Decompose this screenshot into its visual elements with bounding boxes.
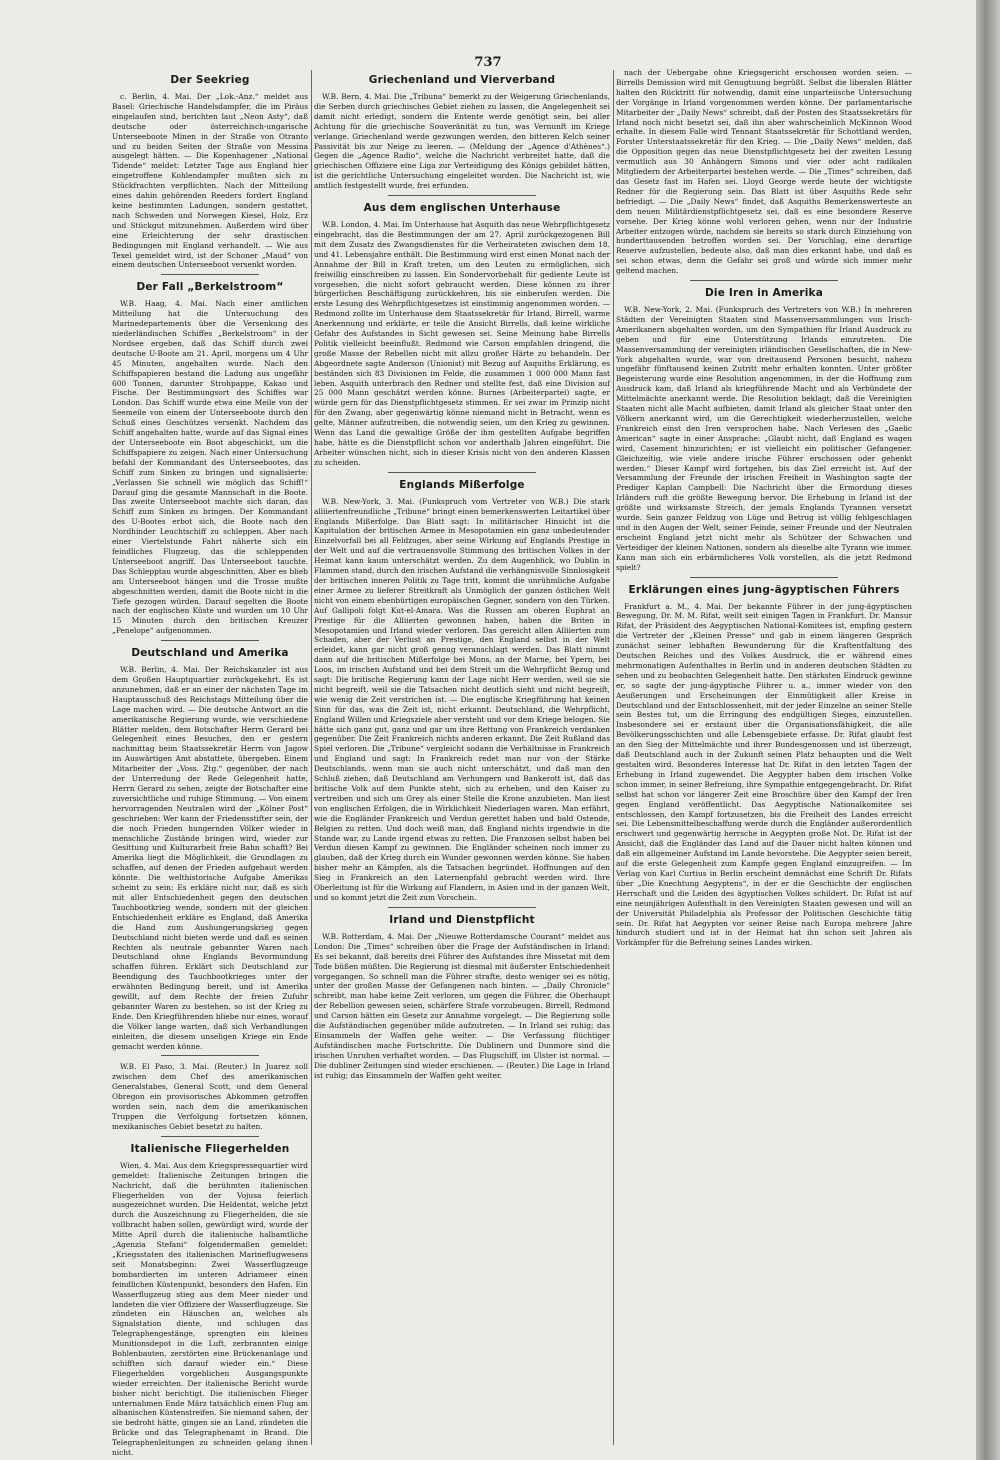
article-divider	[161, 640, 259, 641]
article-divider	[161, 1055, 259, 1056]
article-paragraph: c. Berlin, 4. Mai. Der „Lok.-Anz.“ meldet aus Basel: Griechische Handelsdampfer, die im Piräus eingelaufen sind, berichten laut „Neon Asty“, daß deutsche oder österreichisch-ungarische Unterseeboote Minen in der Straße von Otranto und zu beiden Seiten der Straße von Messina ausgelegt hätten. — Die Kopenhagener „National Tidende“ meldet: Letzter Tage aus England hier eingetroffene Kohlendampfer mußten sich zu Stückfrachten verpflichten. Nach der Mitteilung eines dahin gehörenden Reeders fordert England keine bestimmten Ladungen, sondern gestattet, nach Schweden und Norwegen Kiesel, Holz, Erz und Stückgut mitzunehmen. Außerdem wird über eine Erleichterung der sehr drastischen Bedingungen mit England verhandelt. — Wie aus Texel gemeldet wird, ist der Schoner „Maud“ von einem deutschen Unterseeboot versenkt worden.	[112, 92, 308, 270]
article-headline: Deutschland und Amerika	[131, 647, 289, 660]
article-paragraph: W.B. New-York, 2. Mai. (Funkspruch des Vertreters von W.B.) In mehreren Städten der Vereinigten Staaten sind Massenversammlungen von Irisch-Amerikanern abgehalten worden, um den Sympathien für Irland Ausdruck zu geben und für eine Unterstützung Irlands einzutreten. Die Massenversammlung der vereinigten irländischen Gesellschaften, die in New-York abgehalten wurde, war von dreitausend Personen besucht, nahezu ungefähr fünftausend keinen Zutritt mehr erhalten konnten. Unter größter Begeisterung wurde eine Resolution angenommen, in der die Hoffnung zum Ausdruck kam, daß Irland als kriegführende Macht und als Verbündete der Mittelmächte anerkannt werde. Die Resolution beklagt, daß die Vereinigten Staaten nicht alle Macht aufbieten, damit Irland als gleicher Staat unter den Völkern anerkannt wird, um die Gerechtigkeit wiederherzustellen, welche Frankreich einst den Iren versprochen habe. Nach Verlesen des „Gaelic American“ sagte in einer Ansprache: „Glaubt nicht, daß England es wagen wird, Casement hinzurichten; er ist vielleicht ein politischer Gefangener. Gleichzeitig, wie viele andere irische Führer erschossen oder gehenkt werden.“ Dieser Kampf wird fortgehen, bis das Ziel erreicht ist. Auf der Versammlung der Freunde der irischen Freiheit in Washington sagte der Prediger Kaplan Campbell: Die Nachricht über die Ermordung dieses Irländers ruft die größte Bewegung hervor. Die Erhebung in Irland ist der größte und wirksamste Streich, der jemals Englands Tyrannen versetzt wurde. Sein ganzer Feldzug von Lüge und Betrug ist völlig fehlgeschlagen und in den Augen der Welt, seiner Feinde, seiner Freunde und der Neutralen erscheint England jetzt nicht mehr als Schützer der Schwachen und Verteidiger der kleinen Nationen, sondern als dieselbe alte Tyrann wie immer. Kann man sich ein erbärmlicheres Volk vorstellen, als die jetzt Redmond spielt?	[616, 305, 912, 572]
article-divider	[388, 907, 536, 908]
column-1	[112, 68, 308, 1458]
article-headline: Griechenland und Vierverband	[368, 74, 556, 86]
article-divider	[388, 195, 536, 196]
article-divider	[161, 274, 259, 275]
column-rule	[311, 70, 312, 1445]
column-rule	[613, 70, 614, 1445]
article	[314, 907, 610, 1081]
column-2	[314, 68, 610, 1448]
article	[314, 74, 610, 191]
article-paragraph: Wien, 4. Mai. Aus dem Kriegspressequartier wird gemeldet: Italienische Zeitungen bringen die Nachricht, daß die berühmten italienischen Fliegerhelden von der Vojusa feierlich ausgezeichnet wurden. Die Heldentat, welche jetzt durch die Auszeichnung zu Fliegerhelden, die sie vollbracht haben sollen, gewürdigt wird, wurde der Mitte April durch die italienische halbamtliche „Agenzia Stefani“ folgendermaßen gemeldet: „Kriegsstaten des italienischen Marineflugwesens seit Monatsbeginn: Zwei Wasserflugzeuge bombardierten im unteren Adriameer einen feindlichen Küstenpunkt, besonders den Hafen. Ein Wasserflugzeug stieg aus dem Meer nieder und landeten die vier Offiziere der Wasserflugzeuge. Sie zündeten ein Häuschen an, welches als Signalstation diente, und schlugen das Telegraphengestänge, sprengten ein kleines Munitionsdepot in die Luft, zerbrannten einige Bohlenbauten, zerstörten eine Brückenanlage und schifften sich darauf wieder ein.“ Diese Fliegerhelden vorgeblichen Ausgangspunkte wieder erreichten. Der italienische Bericht wurde bisher nicht berichtigt. Die italienischen Flieger unternahmen Ende März tatsächlich einen Flug am albanischen Küstenstreifen. Sie niemand sahen, der sie bedroht hätte, gingen sie an Land, zündeten die Brücke und das Telegraphenamt in Brand. Die Telegraphenleitungen zu schneiden gelang ihnen nicht.	[112, 1160, 308, 1458]
column-3	[616, 68, 912, 1448]
article-headline: Die Iren in Amerika	[705, 287, 823, 300]
article-headline: Italienische Fliegerhelden	[130, 1142, 290, 1155]
article-paragraph: W.B. Rotterdam, 4. Mai. Der „Nieuwe Rotterdamsche Courant“ meldet aus London: Die „Times“ schreiben über die Frage der Aufständischen in Irland: Es sei bekannt, daß bereits drei Führer des Aufstandes ihre Missetat mit dem Tode büßen müßten. Die Regierung ist diesmal mit äußerster Entschiedenheit vorgegangen. So schnell man die Führer strafte, desto weniger sei es nötig, unter der großen Masse der Gefangenen nach hinten. — „Daily Chronicle“ schreibt, man habe keine Zeit verloren, um gegen die Führer, die Oberhaupt der Rebellion gewesen seien, schärfere Strafe vorzubeugen. Birrell, Redmond und Carson hätten ein Gesetz zur Annahme vorgelegt. — Die Regierung solle die Aufständischen gegenüber milde aufzutreten. — In Irland sei ruhig; das Einsammeln der Waffen gehe weiter. — Die Verfassung flüchtiger Aufständischen mache Fortschritte. Die Dublinern und Dunmore sind die irischen Unruhen verhaftet worden. — Das Flugschiff, im Ulster ist normal. — Die dubliner Zeitungen sind wieder erschienen. — (Reuter.) Die Lage in Irland ist ruhig; das Einsammeln der Waffen geht weiter.	[314, 931, 610, 1080]
article-paragraph: W.B. Berlin, 4. Mai. Der Reichskanzler ist aus dem Großen Hauptquartier zurückgekehrt. Es ist anzunehmen, daß er an einer der nächsten Tage im Hauptausschuß des Reichstags Mitteilung über die Lage machen wird. — Die deutsche Antwort an die amerikanische Regierung wurde, wie verschiedene Blätter melden, dem Botschafter Herrn Gerard bei Gelegenheit eines Besuches, den er gestern nachmittag beim Staatssekretär Herrn von Jagow im Auswärtigen Amt abstattete, übergeben. Einem Mitarbeiter der „Voss. Ztg.“ gegenüber, der nach der Unterredung der Rede Gelegenheit hatte, Herrn Gerard zu sehen, zeigte der Botschafter eine zuversichtliche und ruhige Stimmung. — Von einem hervorragenden Neutralen wird der „Kölner Post“ geschrieben: Wer kann der Friedensstifter sein, der die noch Frieden hungernden Völker wieder in menschliche Zustände bringen wird, wieder zur Gesittung und Kulturarbeit freie Bahn schafft? Bei Amerika liegt die Möglichkeit, die Grundlagen zu schaffen, auf denen der Frieden aufgebaut werden könnte. Die welthistorische Aufgabe Amerikas scheint zu sein: Es erkläre nicht nur, daß es sich mit aller Entschiedenheit gegen den deutschen Tauchbootkrieg wende, sondern mit der gleichen Entschiedenheit erkläre es England, daß Amerika die Hand zum Aushungerungskrieg gegen Deutschland nicht bieten werde und daß es seinen Rechten als neutrale gebannter Waren nach Deutschland ohne Englands Bevormundung schaffen führen. Erklärt sich Deutschland zur Beendigung des Tauchbootkrieges unter der erwähnten Bedingung bereit, und ist Amerika gewillt, auf dem Rechte der freien Zufuhr gebannter Waren zu bestehen, so ist der Krieg zu Ende. Den Kriegführenden bliebe nur eines, worauf die Völker lange warten, daß sich Verhandlungen einleiten, die diesem unseligen Kriege ein Ende gemacht werden könne.	[112, 665, 308, 1051]
article-headline: Erklärungen eines jung-ägyptischen Führers	[628, 583, 900, 596]
article-headline: Englands Mißerfolge	[399, 478, 525, 491]
article	[112, 640, 308, 1051]
article-paragraph: W.B. London, 4. Mai. Im Unterhause hat Asquith das neue Wehrpflichtgesetz eingebracht, das die Bestimmungen der am 27. April zurückgezogenen Bill mit dem Zusatz des Zwangsdienstes für die Verheirateten zwischen dem 18. und 41. Lebensjahre enthält. Die Bestimmung wird erst einen Monat nach der Annahme der Bill in Kraft treten, um den Leuten zu ermöglichen, sich freiwillig einschreiben zu lassen. Ein Sondervorbehalt für gediente Leute ist vorgesehen, die nicht sofort gebraucht werden. Diese können zu ihrer bürgerlichen Beschäftigung zurückkehren, bis sie einberufen werden. Die erste Lesung des Wehrpflichtgesetzes ist einstimmig angenommen worden. — Redmond zollte im Unterhause dem Staatssekretär für Irland, Birrell, warme Anerkennung und erklärte, er teile die Ansicht Birrells, daß keine wirkliche Gefahr des Aufstandes in Sicht gewesen sei. Seine Meinung habe Birrells Politik vielleicht beeinflußt. Redmond wie Carson empfahlen dringend, die große Masse der Rebellen nicht mit allzu großer Härte zu behandeln. Der Abgeordnete sagte Anderson (Unionist) mit Bezug auf Asquiths Erklärung, es beständen sich 83 Divisionen im Felde, die zusammen 1 000 000 Mann fast leben. Asquith unterbrach den Redner und stellte fest, daß eine Division auf 25 000 Mann geschätzt werden könne. Burnes (Arbeiterpartei) sagte, er würde gern für das Dienstpflichtgesetz stimmen. Er sei zwar im Prinzip nicht für den Zwang, aber gegenwärtig könne niemand nicht in Betracht, wenn es gelte, Männer aufzutreiben, die notwendig seien, um den Krieg zu gewinnen. Wenn das Land die gewaltige Größe der ihm gestellten Aufgabe begriffen habe, hätte es die Dienstpflicht schon vor anderthalb Jahren eingeführt. Die Arbeiter wünschen nicht, sich in dieser Krisis nicht von den anderen Klassen zu scheiden.	[314, 220, 610, 467]
article	[616, 577, 912, 949]
article	[616, 68, 912, 276]
article	[112, 74, 308, 270]
article	[112, 274, 308, 636]
article-headline: Der Seekrieg	[170, 74, 250, 86]
article-divider	[690, 577, 838, 578]
article-headline: Der Fall „Berkelstroom“	[136, 281, 284, 294]
article-paragraph: W.B. New-York, 3. Mai. (Funkspruch vom Vertreter von W.B.) Die stark alliiertenfreundliche „Tribune“ bringt einen bemerkenswerten Leitartikel über Englands Mißerfolge. Das Blatt sagt: In militärischer Hinsicht ist die Kapitulation der britischen Armee in Mesopotamien ein ganz unbedeutender Einzelvorfall bei all Feldzuges, aber seine Wirkung auf Englands Prestige in der Welt und auf die vertrauensvolle Stimmung des britischen Volkes in der Heimat kann kaum unterschätzt werden. Zu dem Augenblick, wo Dublin in Flammen stand, durch den irischen Aufstand die verhängnisvolle Sinnlosigkeit der britischen inneren Politik zu Tage tritt, kommt die unrühmliche Aufgabe einer Armee zu lieferer Streitkraft als Unmöglich der ganzen östlichen Welt nicht von einem ebenbürtigen europäischen Gegner, sondern von den Türken. Auf Gallipoli folgt Kut-el-Amara. Was die Russen am oberen Euphrat an Prestige für die Alliierten gewonnen haben, haben die Briten in Mesopotamien und Irland wieder verloren. Das gereicht allen Alliierten zum Schaden, aber der Verlust an Prestige, den England selbst in der Welt erleidet, kann gar nicht groß genug veranschlagt werden. Das Blatt nimmt dann auf die britischen Mißerfolge bei Mons, an der Marne, bei Ypern, bei Loos, im irischen Aufstand und bei dem Streit um die Wehrpflicht Bezug und sagt: Die britische Regierung kann der Lage nicht Herr werden, weil sie sie nicht begreift, weil sie die Tatsachen nicht deutlich sieht und nicht begreift, wie wenig die Zeit verstrichen ist. — Die englische Kriegführung hat keinen Sinn für das, was die Zeit ist, nicht erkannt. Deutschland, die Wehrpflicht, England Willen und Kriegsziele aber versteht und vor dem Kriege belogen. Sie hätte sich ganz gut, ganz und gar um ihre Rettung von Frankreich verdanken gegenüber. Die Zeit Frankreich nichts anderen erkannt. Die Zeit Rußland das Spiel verloren. Die „Tribune“ vergleicht sodann die Verhältnisse in Frankreich und England und sagt: In Frankreich redet man nur von der Stärke Deutschlands, wenn man sie auch nicht unterschätzt, und daß man den Schluß ziehen, daß Deutschland am Verhungern und Bankerott ist, daß das britische Volk auf dem Punkte steht, sich zu erheben, und den Kaiser zu vertreiben und sich um Grey als einer Stelle die Krone anzubieten. Man liest von englischen Erfolgen, die in Wirklichkeit Niederlagen waren. Man erfährt, wie die Engländer Frankreich und Verdun gerettet haben und bald Ostende, Belgien zu retten. Und doch weiß man, daß England nichts irgendwie in die Stande war, zu Lande irgend etwas zu retten. Die Franzosen selbst haben bei Verdun diesen Kampf zu gewinnen. Die Engländer scheinen noch immer zu glauben, daß der Krieg durch ein Wunder gewonnen werden könne. Sie haben bisher mehr an Kämpfen, als die Tatsachen begründet. Hoffnungen auf den Sieg in Frankreich an den Laternenpfahl gebracht werden wird. Ihre Oberleitung ist für die Wirkung auf Flandern, in Asien und in der ganzen Welt, und so kommt jetzt die Zeit zum Vorschein.	[314, 496, 610, 902]
article-headline: Irland und Dienstpflicht	[389, 913, 535, 926]
article-paragraph: W.B. Haag, 4. Mai. Nach einer amtlichen Mitteilung hat die Untersuchung des Marinedepartements über die Versenkung des niederländischen Schiffes „Berkelstroom“ in der Nordsee ergeben, daß das Schiff durch zwei deutsche U-Boote am 21. April, morgens um 4 Uhr 45 Minuten, angehalten wurde. Nach den Schiffspapieren bestand die Ladung aus ungefähr 600 Tonnen, darunter Strohpappe, Kakao und Fische. Der Bestimmungsort des Schiffes war London. Das Schiff wurde etwa eine Meile von der Seemeile von einem der Unterseeboote durch den Schuß eines Geschützes versenkt. Nachdem das Schiff angehalten hatte, wurde auf das Signal eines der Unterseeboote ein Boot abgeschickt, um die Schiffspapiere zu zeigen. Nach einer Untersuchung befahl der Kommandant des Unterseebootes, das Schiff zum Sinken zu bringen und signalisierte: „Verlassen Sie schnell wie möglich das Schiff!“ Darauf ging die gesamte Mannschaft in die Boote. Das zweite Unterseeboot machte sich daran, das Schiff zum Sinken zu bringen. Der Kommandant des U-Bootes erbot sich, die Boote nach den Nordhinder Leuchtschiff zu schleppen. Aber nach einer Viertelstunde Fahrt näherte sich ein feindliches Flugzeug, das die schleppenden Unterseeboot angriff. Das Unterseeboot tauchte. Das Schlepptau wurde abgeschnitten. Aber es blieb am Unterseeboot hängen und die Trosse mußte abgeschnitten werden, damit die Boote nicht in die Tiefe gezogen würden. Darauf segelten die Boote nach der englischen Küste und wurden um 10 Uhr 15 Minuten durch den britischen Kreuzer „Penelope“ aufgenommen.	[112, 299, 308, 636]
article-divider	[388, 472, 536, 473]
article	[112, 1136, 308, 1458]
article-paragraph: W.B. Bern, 4. Mai. Die „Tribuna“ bemerkt zu der Weigerung Griechenlands, die Serben durch griechisches Gebiet ziehen zu lassen, die Angelegenheit sei damit nicht erledigt, sondern die Entente werde genötigt sein, bei aller Achtung für die griechische Souveränität zu tun, was Vernunft im Kriege verlange. Griechenland werde gezwungen werden, den bitteren Kelch seiner Passivität bis zur Neige zu leeren. — (Meldung der „Agence d'Athènes“.) Gegen die „Agence Radio“, welche die Nachricht verbreitet hatte, daß die griechischen Offiziere eine Liga zur Verteidigung des Königs gebildet hätten, ist die gerichtliche Untersuchung eingeleitet worden. Die Nachricht ist, wie amtlich festgestellt wurde, frei erfunden.	[314, 92, 610, 191]
article-paragraph: W.B. El Paso, 3. Mai. (Reuter.) In Juarez soll zwischen dem Chef des amerikanischen Generalstabes, General Scott, und dem General Obregon ein provisorisches Abkommen getroffen worden sein, nach dem die amerikanischen Truppen die Verfolgung fortsetzen können, mexikanisches Gebiet besetzt zu halten.	[112, 1062, 308, 1131]
article-divider	[161, 1136, 259, 1137]
page-edge	[976, 0, 1000, 1460]
article	[314, 472, 610, 903]
article-paragraph: Frankfurt a. M., 4. Mai. Der bekannte Führer in der jung-ägyptischen Bewegung, Dr. M. M. Rifat, weilt seit einigen Tagen in Frankfurt. Dr. Mansur Rifat, der Präsident des Aegyptischen National-Komitees ist, empfing gestern die Vertreter der „Kleinen Presse“ und gab in einem längeren Gespräch zunächst seiner lebhaften Bewunderung für die Kraftentfaltung des Deutschen Reiches und des Volkes Ausdruck, die er während eines mehrmonatigen Aufenthaltes in Berlin und in anderen deutschen Städten zu sehen und zu beobachten Gelegenheit hatte. Den stärksten Eindruck gewinne er, so sagte der jung-ägyptische Führer u. a., immer wieder von den Aeußerungen und Erscheinungen der Einmütigkeit aller Kreise in Deutschland und der Entschlossenheit, mit der jeder Einzelne an seiner Stelle sein Bestes tut, um die Erringung des endgültigen Sieges, einzustellen. Insbesondere sei er erstaunt über die Organisationsfähigkeit, die alle Bevölkerungsschichten und alle Lebensgebiete erfasse. Dr. Rifat glaubt fest an den Sieg der Mittelmächte und ihrer Bundesgenossen und ist überzeugt, daß Deutschland auch in der Zukunft seinen Platz behaupten und die Welt gestalten wird. Besonderes Interesse hat Dr. Rifat in den letzten Tagen der Erhebung in Irland zugewendet. Die Aegypter haben dem irischen Volke schon immer, in seiner Befreiung, ihre Sympathie entgegengebracht. Dr. Rifat selbst hat schon vor längerer Zeit eine Broschüre über den Kampf der Iren gegen England veröffentlicht. Das Aegyptische Nationalkomitee sei entschlossen, den Kampf fortzusetzen, bis die Freiheit des Landes erreicht sei. Die Lebensmittelbeschaffung werde durch die Engländer außerordentlich erschwert und gegenwärtig herrsche in Aegypten große Not. Dr. Rifat ist der Ansicht, daß die Engländer das Land auf die Dauer nicht halten können und daß ein allgemeiner Aufstand im Lande bevorstehe. Die Aegypter seien bereit, auf die erste Gelegenheit zum Kampfe gegen England einzugreifen. — Im Verlag von Karl Curtius in Berlin erscheint demnächst eine Schrift Dr. Rifats über „Die Knechtung Aegyptens“, in der er die Geschichte der englischen Herrschaft und die Leiden des ägyptischen Volkes schildert. Dr. Rifat ist auf eine neunjährigen Aufenthalt in den Vereinigten Staaten gewesen und will an der Universität Philadelphia als Professor der Politischen Geschichte tätig sein. Dr. Rifat hat Aegypten vor seiner Reise nach Europa mehrere Jahre hindurch studiert und ist in der Heimat hat ihn schon seit Jahren als Vorkämpfer für die Befreiung seines Landes wirken.	[616, 601, 912, 948]
article-divider	[690, 280, 838, 281]
article	[112, 1055, 308, 1131]
article	[314, 195, 610, 468]
page-number: 737	[474, 55, 502, 70]
article-headline: Aus dem englischen Unterhause	[363, 202, 561, 215]
article-paragraph: nach der Uebergabe ohne Kriegsgericht erschossen worden seien. — Birrells Demission wird mit Genugtuung begrüßt. Selbst die liberalen Blätter halten den Rücktritt für notwendig, damit eine unparteiische Untersuchung der Vorgänge in Irland vorgenommen werden könne. Der parlamentarische Mitarbeiter der „Daily News“ schreibt, daß der Posten des Staatssekretärs für Irland noch nicht besetzt sei, daß ihn aber wahrscheinlich McKinnon Wood erhalte. In diesem Falle wird Tennant Staatssekretär für Schottland werden, Forster Unterstaatssekretär für den Krieg. — Die „Daily News“ melden, daß die Opposition gegen das neue Dienstpflichtgesetz bei der zweiten Lesung vermutlich aus 30 Anhängern Simons und vier oder acht radikalen Mitgliedern der Arbeiterpartei bestehen werde. — Die „Times“ schreiben, daß das Gesetz fast im Hafen sei. Lloyd George werde heute der wichtigste Redner für die Regierung sein. Das Blatt ist über Asquiths Rede sehr befriedigt. — Die „Daily News“ findet, daß Asquiths Bemerkenswerteste an dem neuen Militärdienstpflichtgesetz sei, daß es eine besondere Reserve vorsehe. Der Krieg könne wohl verloren gehen, wenn nur der Industrie Arbeiter entzogen würde, nachdem sie bereits so stark durch Einziehung von hunderttausenden betroffen worden sei. Der Vorschlag, eine derartige Reserve aufzustellen, bedeute also, daß man dies erkannt habe, und daß es sei schon etwas, denn die Gefahr sei groß und würde sich immer mehr geltend machen.	[616, 68, 912, 276]
article	[616, 280, 912, 572]
